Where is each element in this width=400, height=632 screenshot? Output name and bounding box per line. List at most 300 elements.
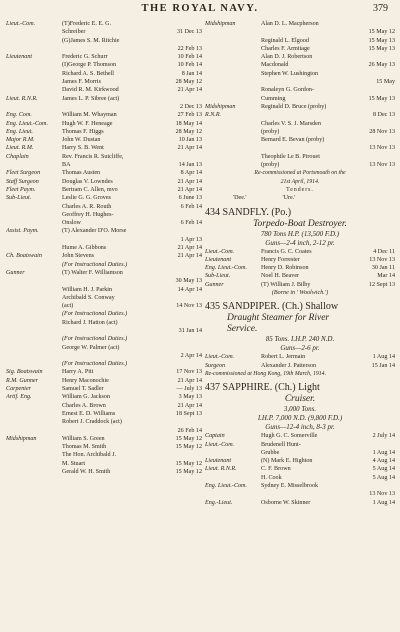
- officer-entry: [6, 128, 202, 136]
- officer-name: William S. Green: [62, 435, 105, 442]
- officer-rank: [6, 219, 62, 227]
- officer-name: Schreiber: [62, 29, 86, 36]
- officer-rank: [6, 103, 62, 111]
- officer-rank: Eng. Lieut.: [6, 128, 33, 135]
- officer-name: Hugh W. F. Heneage: [62, 120, 113, 127]
- officer-entry: [205, 28, 395, 36]
- officer-entry: [6, 302, 202, 310]
- officer-rank: [205, 474, 261, 482]
- officer-date: 14 Jan 13: [178, 162, 202, 169]
- officer-name: Henry D. Robinson: [261, 265, 309, 272]
- officer-name: Hume A. Gibbons: [62, 245, 107, 252]
- officer-rank: [6, 443, 62, 451]
- officer-entry: [6, 286, 202, 294]
- officer-name: Alan D. J. Robertson: [261, 54, 313, 61]
- officer-rank: [205, 128, 261, 136]
- officer-name: M. Stuart: [62, 460, 86, 467]
- officer-name: (T) Walter F. Williamson: [62, 269, 123, 276]
- officer-entry: [205, 144, 395, 152]
- officer-rank: Eng.-Lieut.: [205, 499, 233, 506]
- officer-rank: [6, 286, 62, 294]
- officer-name: Charles A. Brown: [62, 402, 106, 409]
- officer-date: [200, 261, 202, 269]
- officer-rank: Surgeon: [205, 362, 226, 369]
- officer-rank: [6, 37, 62, 45]
- tenders-row: [205, 194, 395, 202]
- officer-entry: [6, 460, 202, 468]
- ship-heading-sandfly: 434 SANDFLY. (Po.): [205, 206, 292, 218]
- officer-name: BA: [62, 162, 71, 169]
- officer-name: [261, 144, 367, 152]
- officer-rank: [205, 28, 261, 36]
- officer-entry: [6, 78, 202, 86]
- officer-name: James L. P. Sibree (act): [62, 95, 120, 102]
- officer-name: [62, 352, 179, 360]
- officer-rank: [6, 410, 62, 418]
- officer-rank: [205, 120, 261, 128]
- officer-entry: [6, 360, 202, 368]
- ship-specs-sandfly: 780 Tons H.P. (13,500 F.D.): [260, 229, 340, 238]
- ship-heading-sandpiper: 435 SANDPIPER. (Ch.) Shallow: [205, 301, 339, 313]
- officer-rank: Midshipman: [6, 435, 37, 442]
- ship-guns-sapphire: Guns—12-4 inch, 8-3 pr.: [265, 423, 335, 432]
- officer-name: (T)Frederic E. E. G.: [62, 21, 112, 27]
- officer-date: [200, 294, 202, 302]
- officer-date: 13 Nov 13: [369, 256, 395, 263]
- officer-entry: [6, 103, 202, 111]
- officer-rank: [205, 153, 261, 161]
- officer-date: 8 Jan 14: [181, 70, 202, 77]
- officer-entry: [205, 441, 395, 449]
- officer-rank: [205, 144, 261, 152]
- officer-rank: Chaplain: [6, 153, 29, 160]
- officer-rank: R.N.R.: [205, 112, 222, 119]
- officer-entry: [6, 95, 202, 103]
- officer-date: [200, 418, 202, 426]
- officer-entry: [6, 111, 202, 119]
- officer-name: Henry Forrester: [261, 256, 300, 263]
- officer-name: Alexander J. Patterson: [261, 362, 316, 369]
- officer-date: [200, 37, 202, 45]
- officer-rank: [6, 70, 62, 78]
- officer-date: 31 Jan 14: [178, 327, 202, 334]
- officer-entry: [6, 186, 202, 194]
- officer-entry: [205, 474, 395, 482]
- officer-name: [62, 45, 176, 53]
- officer-date: 22 Feb 13: [177, 45, 202, 52]
- officer-date: 18 May 14: [175, 120, 202, 127]
- officer-date: [200, 344, 202, 352]
- officer-rank: [6, 335, 62, 343]
- ship-specs-sapphire: I.H.P. 7,000 N.D. (9,800 F.D.): [257, 414, 343, 423]
- officer-entry: [6, 335, 202, 343]
- officer-date: 5 Aug 14: [372, 474, 395, 481]
- officer-name: Alan D. L. Macpherson: [261, 21, 319, 27]
- recommission-line-2: 21st April, 1914.: [280, 178, 320, 185]
- officer-date: 4 Aug 14: [372, 458, 395, 465]
- ship-guns-sandpiper: Guns—2-6 pr.: [280, 344, 320, 353]
- officer-rank: Staff Surgeon: [6, 178, 39, 185]
- officer-rank: [6, 310, 62, 318]
- officer-name: Francis G. C. Coates: [261, 248, 312, 255]
- officer-entry: [6, 377, 202, 385]
- officer-entry: [6, 252, 202, 260]
- officer-entry: [205, 248, 395, 256]
- officer-entry: [6, 393, 202, 401]
- tenders-label: Tenders.: [286, 186, 314, 193]
- sandfly-officers: [205, 248, 395, 289]
- officer-entry: [205, 103, 395, 111]
- ship-tons-sapphire: 3,000 Tons.: [283, 405, 317, 414]
- officer-entry: [6, 451, 202, 459]
- officer-name: H. Cook: [261, 474, 282, 481]
- officer-date: [200, 227, 202, 235]
- officer-name: Hugh G. C. Somerville: [261, 433, 318, 440]
- officer-date: 8 Apr 14: [180, 170, 202, 177]
- officer-entry: [6, 269, 202, 277]
- officer-name: [62, 236, 179, 244]
- officer-date: [393, 103, 395, 111]
- officer-entry: [6, 427, 202, 435]
- right-column: [205, 20, 395, 507]
- officer-entry: [205, 161, 395, 169]
- officer-date: [200, 211, 202, 219]
- officer-name: Robert J. Craddock (act): [62, 419, 122, 426]
- officer-rank: [205, 136, 261, 144]
- officer-name: (act): [62, 303, 74, 310]
- officer-entry: [6, 385, 202, 393]
- officer-date: 15 May 13: [368, 45, 395, 52]
- officer-rank: Major R.M.: [6, 137, 35, 144]
- officer-name: Charles A. R. Routh: [62, 203, 112, 210]
- officer-date: 4 Dec 11: [373, 248, 395, 255]
- officer-name: Theophile Le B. Pirouet: [261, 153, 320, 160]
- officer-date: 2 Apr 14: [180, 352, 202, 359]
- officer-date: — July 13: [176, 386, 202, 393]
- officer-rank: [6, 451, 62, 459]
- officer-entry: [6, 70, 202, 78]
- officer-name: (For Instructional Duties.): [62, 336, 128, 343]
- officer-date: 15 May 12: [175, 460, 202, 467]
- officer-entry: [205, 128, 395, 136]
- officer-date: 21 Apr 14: [177, 87, 202, 94]
- officer-name: William G. Jackson: [62, 394, 110, 401]
- officer-rank: [205, 70, 261, 78]
- officer-date: 21 Apr 14: [177, 253, 202, 260]
- officer-entry: [6, 344, 202, 352]
- officer-date: [200, 310, 202, 318]
- officer-date: 15 May 12: [368, 29, 395, 36]
- officer-name: Noel H. Beaver: [261, 273, 300, 280]
- officer-rank: Lieut.-Com.: [205, 441, 235, 448]
- officer-name: George W. Palmer (act): [62, 344, 120, 351]
- officer-entry: [6, 319, 202, 327]
- officer-rank: R.M. Gunner: [6, 377, 38, 384]
- officer-entry: [205, 153, 395, 161]
- recommission-note: [205, 169, 395, 186]
- sandpiper-note: Re-commissioned at Hong Kong, 19th March, 1914.: [205, 370, 327, 377]
- officer-entry: [205, 353, 395, 361]
- officer-date: [393, 153, 395, 161]
- officer-name: (T) William J. Bilby: [261, 281, 311, 288]
- officer-name: Leslie G. G. Groves: [62, 195, 111, 202]
- officer-entry: [6, 352, 202, 360]
- officer-rank: Captain: [205, 433, 225, 440]
- officer-rank: [6, 45, 62, 53]
- officer-name: [261, 111, 371, 119]
- officer-date: 1 Aug 14: [372, 499, 395, 506]
- officer-date: 17 Nov 13: [176, 369, 202, 376]
- officer-rank: Carpenter: [6, 386, 32, 393]
- officer-entry: [6, 86, 202, 94]
- officer-entry: [6, 368, 202, 376]
- officer-date: [200, 269, 202, 277]
- officer-name: [261, 28, 367, 36]
- officer-name: [62, 427, 176, 435]
- officer-rank: Fleet Paym.: [6, 186, 36, 193]
- officer-rank: [205, 37, 261, 45]
- officer-entry: [6, 219, 202, 227]
- officer-rank: [6, 236, 62, 244]
- officer-entry: [205, 78, 395, 86]
- officer-entry: [6, 28, 202, 36]
- officer-entry: [6, 310, 202, 318]
- officer-date: 26 May 13: [368, 62, 395, 69]
- officer-entry: [6, 20, 202, 28]
- officer-name: Sydney E. Misselbrook: [261, 482, 319, 489]
- officer-entry: [205, 86, 395, 94]
- sandfly-note: (Borne in ' Woolwich.'): [271, 290, 329, 297]
- tender-dee: 'Dee.': [233, 195, 247, 202]
- officer-date: [393, 136, 395, 144]
- officer-entry: [6, 161, 202, 169]
- officer-rank: [205, 161, 261, 169]
- officer-date: 6 Feb 14: [180, 220, 202, 227]
- officer-rank: [6, 360, 62, 368]
- officer-entry: [6, 468, 202, 476]
- officer-rank: [6, 61, 62, 69]
- officer-date: [200, 20, 202, 28]
- officer-date: 28 May 12: [175, 128, 202, 135]
- officer-name: Richard J. Hatton (act): [62, 319, 118, 326]
- officer-rank: [6, 244, 62, 252]
- officer-date: 28 May 12: [175, 79, 202, 86]
- officer-entry: [6, 211, 202, 219]
- officer-date: 5 Aug 14: [372, 466, 395, 473]
- officer-date: [393, 441, 395, 449]
- officer-entry: [205, 465, 395, 473]
- officer-entry: [6, 294, 202, 302]
- officer-entry: [205, 490, 395, 498]
- officer-name: Cumming: [261, 95, 286, 102]
- officer-name: David R. M. Kirkwood: [62, 87, 119, 94]
- officer-date: 18 Sept 13: [175, 410, 202, 417]
- officer-date: [200, 153, 202, 161]
- officer-date: 15 May 12: [175, 469, 202, 476]
- officer-rank: [6, 319, 62, 327]
- ship-heading-sapphire: 437 SAPPHIRE. (Ch.) Light: [205, 382, 320, 394]
- officer-entry: [205, 120, 395, 128]
- officer-name: The Hon. Archibald J.: [62, 452, 116, 459]
- officer-date: 30 May 13: [175, 278, 202, 285]
- officer-name: [261, 78, 374, 86]
- officer-rank: Lieut.-Com.: [6, 21, 36, 27]
- officer-entry: [6, 169, 202, 177]
- officer-name: Geoffrey H. Hughes-: [62, 211, 114, 218]
- officer-rank: Gunner: [6, 269, 25, 276]
- officer-date: 10 Jan 13: [178, 137, 202, 144]
- officer-date: 21 Apr 14: [177, 186, 202, 193]
- officer-date: 10 Feb 14: [177, 54, 202, 61]
- officer-entry: [6, 194, 202, 202]
- midshipman-list: [205, 20, 395, 169]
- officer-entry: [205, 111, 395, 119]
- officer-entry: [205, 70, 395, 78]
- officer-entry: [6, 244, 202, 252]
- officer-rank: Eng. Lieut.-Com.: [205, 265, 247, 272]
- officer-rank: [205, 53, 261, 61]
- officer-date: 15 May: [376, 79, 395, 86]
- officer-entry: [6, 236, 202, 244]
- officer-rank: Eng. Com.: [6, 112, 32, 119]
- officer-entry: [205, 20, 395, 28]
- officer-entry: [6, 410, 202, 418]
- officer-rank: [6, 402, 62, 410]
- officer-entry: [6, 443, 202, 451]
- officer-entry: [205, 256, 395, 264]
- officer-name: Gerald W. H. Smith: [62, 469, 111, 476]
- officer-entry: [205, 432, 395, 440]
- officer-date: 31 Dec 13: [176, 29, 202, 36]
- officer-date: [393, 70, 395, 78]
- officer-rank: [6, 302, 62, 310]
- officer-name: Thomas Austen: [62, 170, 101, 177]
- officer-name: William M. Whayman: [62, 112, 117, 119]
- officer-date: 14 Nov 13: [176, 303, 202, 310]
- officer-date: 3 May 13: [178, 394, 202, 401]
- officer-rank: [6, 277, 62, 285]
- officer-rank: Sig. Boatswain: [6, 369, 43, 376]
- officer-rank: Assist. Paym.: [6, 228, 39, 235]
- ship-type-sandpiper-2: Service.: [227, 324, 258, 335]
- officer-name: (N) Mark E. Highton: [261, 458, 313, 465]
- recommission-line-1: Re-commissioned at Portsmouth on the: [254, 170, 346, 177]
- officer-entry: [6, 402, 202, 410]
- officer-date: 2 July 14: [372, 433, 395, 440]
- sandpiper-officers: [205, 353, 395, 370]
- officer-rank: [6, 344, 62, 352]
- officer-rank: [6, 427, 62, 435]
- sapphire-officers: [205, 432, 395, 507]
- ship-specs-sandpiper: 85 Tons. I.H.P. 240 N.D.: [265, 335, 335, 344]
- officer-name: (proby): [261, 162, 280, 169]
- officer-entry: [205, 53, 395, 61]
- officer-name: Richard A. S. Bethell: [62, 70, 114, 77]
- officer-name: Archibald S. Conway: [62, 294, 115, 301]
- officer-rank: [6, 294, 62, 302]
- officer-rank: Lieutenant: [205, 458, 232, 465]
- officer-rank: [205, 61, 261, 69]
- officer-rank: Eng. Lieut.-Com.: [6, 120, 48, 127]
- officer-date: [200, 319, 202, 327]
- officer-name: Robert L. Jermain: [261, 354, 306, 361]
- officer-entry: [205, 281, 395, 289]
- officer-name: (T) Alexander D'O. Morse: [62, 228, 127, 235]
- officer-entry: [6, 327, 202, 335]
- officer-name: Bernard E. Bevan (proby): [261, 137, 325, 144]
- officer-rank: [6, 352, 62, 360]
- officer-date: 10 Feb 14: [177, 62, 202, 69]
- officer-date: 1 Aug 14: [372, 449, 395, 456]
- officer-name: [62, 277, 174, 285]
- officer-date: 21 Apr 14: [177, 178, 202, 185]
- ship-type-sandpiper-1: Draught Steamer for River: [227, 313, 330, 324]
- tender-ure: 'Ure.': [282, 195, 296, 202]
- officer-rank: Lieut. R.N.R.: [6, 95, 38, 102]
- officer-date: 26 Feb 14: [177, 427, 202, 434]
- officer-date: [393, 20, 395, 28]
- officer-date: [393, 53, 395, 61]
- officer-date: 13 Nov 13: [369, 162, 395, 169]
- officer-date: 15 May 13: [368, 95, 395, 102]
- officer-entry: [205, 61, 395, 69]
- officer-rank: [6, 460, 62, 468]
- officer-entry: [6, 178, 202, 186]
- left-column: [6, 20, 202, 476]
- officer-date: 1 Apr 13: [180, 236, 202, 243]
- officer-date: 15 May 13: [368, 37, 395, 44]
- officer-name: C. F. Brown: [261, 466, 291, 473]
- officer-name: Rev. Francis R. Sutcliffe,: [62, 153, 124, 160]
- officer-name: Henry Maconochie: [62, 377, 109, 384]
- officer-name: [62, 327, 177, 335]
- officer-date: 6 Feb 14: [180, 203, 202, 210]
- officer-entry: [6, 153, 202, 161]
- officer-date: 21 Apr 14: [177, 145, 202, 152]
- officer-entry: [205, 272, 395, 280]
- officer-name: (I)George P. Thomson: [62, 62, 117, 69]
- officer-date: 15 May 12: [175, 435, 202, 442]
- officer-date: Mar 14: [377, 273, 395, 280]
- officer-date: 12 Sept 13: [368, 281, 395, 288]
- officer-date: [200, 335, 202, 343]
- officer-entry: [205, 449, 395, 457]
- officer-entry: [205, 95, 395, 103]
- ship-type-sapphire: Cruiser.: [284, 394, 316, 405]
- officer-name: John Stevens: [62, 253, 94, 260]
- officer-rank: Sub-Lieut.: [205, 273, 231, 280]
- officer-name: Charles V. S. J. Marsden: [261, 120, 321, 127]
- officer-entry: [205, 362, 395, 370]
- officer-name: Thomas F. Higgs: [62, 128, 104, 135]
- officer-rank: [6, 28, 62, 36]
- officer-name: (G)James S. M. Ritchie: [62, 37, 120, 44]
- officer-entry: [205, 136, 395, 144]
- officer-name: Ernest E. D. Williams: [62, 410, 116, 417]
- page-title: THE ROYAL NAVY.: [141, 3, 259, 14]
- officer-name: Reginald D. Bruce (proby): [261, 103, 327, 110]
- officer-name: Frederic G. Schurr: [62, 54, 108, 61]
- officer-date: 21 Apr 14: [177, 402, 202, 409]
- officer-entry: [6, 53, 202, 61]
- officer-name: Ronaleyn G. Gordon-: [261, 87, 314, 94]
- officer-date: 2 Dec 13: [180, 103, 202, 110]
- officer-rank: Sub-Lieut.: [6, 195, 32, 202]
- officer-name: Stephen W. Lushington: [261, 70, 319, 77]
- officer-date: [393, 120, 395, 128]
- officer-entry: [205, 264, 395, 272]
- officer-date: 21 Apr 14: [177, 245, 202, 252]
